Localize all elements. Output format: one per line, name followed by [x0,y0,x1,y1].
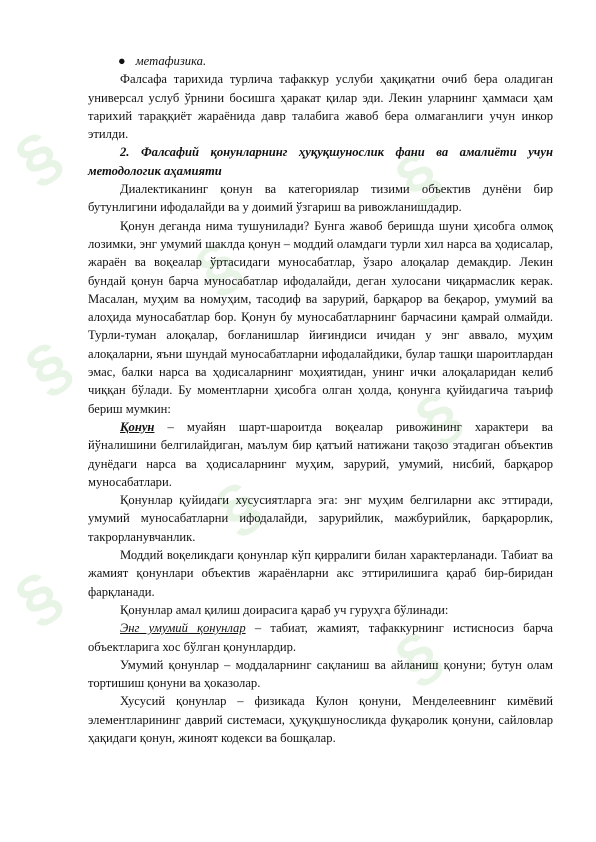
section-heading: 2. Фалсафий қонунларнинг ҳуқуқшунослик фани ва амалиёти учун методологик аҳамияти [88,145,553,178]
watermark: § [202,467,274,547]
paragraph-10: Хусусий қонунлар – физикада Кулон қонуни, Менделеевнинг кимёвий элементларининг даврий системаси, ҳуқуқшуносликда фуқаролик қонуни, сайловлар ҳақидаги қонун, жиноят кодекси ва бошқалар. [88,694,553,745]
watermark: § [182,227,254,307]
paragraph-8: Энг умумий қонунлар – табиат, жамият, тафаккурнинг истисносиз барча объектларига хос бўлган қонунлардир. [88,621,553,654]
paragraph-7: Қонунлар амал қилиш доирасига қараб уч гуруҳга бўлинади: [120,602,449,617]
bullet-item: ● метафизика. [118,54,207,68]
bullet-icon: ● [118,54,126,68]
watermark: § [12,327,84,407]
paragraph-6: Моддий воқеликдаги қонунлар кўп қирралиги билан характерланади. Табиат ва жамият қонунлари объектив жараёнларни акс эттирилишига қараб бир-биридан фарқланади. [88,548,553,599]
paragraph-4: Қонун – муайян шарт-шароитда воқеалар ривожининг характери ва йўналишини белгилайдиган, маълум бир қатъий натижани тақозо этадиган объектив дунёдаги нарса ва ҳодисаларнинг муҳим, зарурий, умумий, нисбий, барқарор муносабатлари. [88,419,553,489]
watermark: § [382,137,454,217]
paragraph-3: Қонун деганда нима тушунилади? Бунга жавоб беришда шуни ҳисобга олмоқ лозимки, энг умумий шаклда қонун – моддий оламдаги турли хил нарса ва ҳодисалар, жараён ва воқеалар ўртасидаги муносабатлар, ўзаро алоқалар демакдир. Лекин бундай қонун барча муносабатлар ифодалайди, деган хулосани чиқармаслик керак. Масалан, муҳим ва номуҳим, тасодиф ва зарурий, барқарор ва беқарор, умумий ва алоҳида муносабатлар бор. Қонун бу муносабатларнинг барчасини қамрай олмайди. Турли-туман алоқалар, боғланишлар йиғиндиси ичидан у энг аввало, муҳим алоқаларни, яъни шундай муносабатларни ифодалайдики, булар ташқи шароитлардан эмас, балки нарса ва ҳодисаларнинг моҳиятидан, унинг ички алоқаларидан келиб чиққан бўлади. Бу моментларни ҳисобга олган ҳолда, қонунга қуйидагича таъриф бериш мумкин: [88,218,553,416]
paragraph-1: Фалсафа тарихида турлича тафаккур услуби ҳақиқатни очиб бера оладиган универсал услуб ўрнини босишга ҳаракат қилар эди. Лекин уларнинг ҳаммаси ҳам тарихий тараққиёт жараёнида давр талабига жавоб бера олмаганлиги учун инкор этилди. [88,72,553,142]
term-general-laws: Энг умумий қонунлар [120,621,246,636]
paragraph-9: Умумий қонунлар – моддаларнинг сақланиш ва айланиш қонуни; бутун олам тортишиш қонуни ва ҳоказолар. [88,657,553,691]
paragraph-5: Қонунлар қуйидаги хусусиятларга эга: энг муҳим белгиларни акс эттиради, умумий муносабатларни ифодалайди, зарурийлик, мажбурийлик, барқарорлик, такрорланувчанлик. [88,493,553,544]
term-law: Қонун [120,419,155,434]
watermark: § [2,557,74,637]
watermark: § [402,377,474,457]
paragraph-2: Диалектиканинг қонун ва категориялар тизими объектив дунёни бир бутунлигини ифодалайди ва у доимий ўзгариш ва ривожланишдадир. [88,182,553,215]
watermark: § [382,617,454,697]
watermark: § [2,117,74,197]
document-page [88,52,553,747]
